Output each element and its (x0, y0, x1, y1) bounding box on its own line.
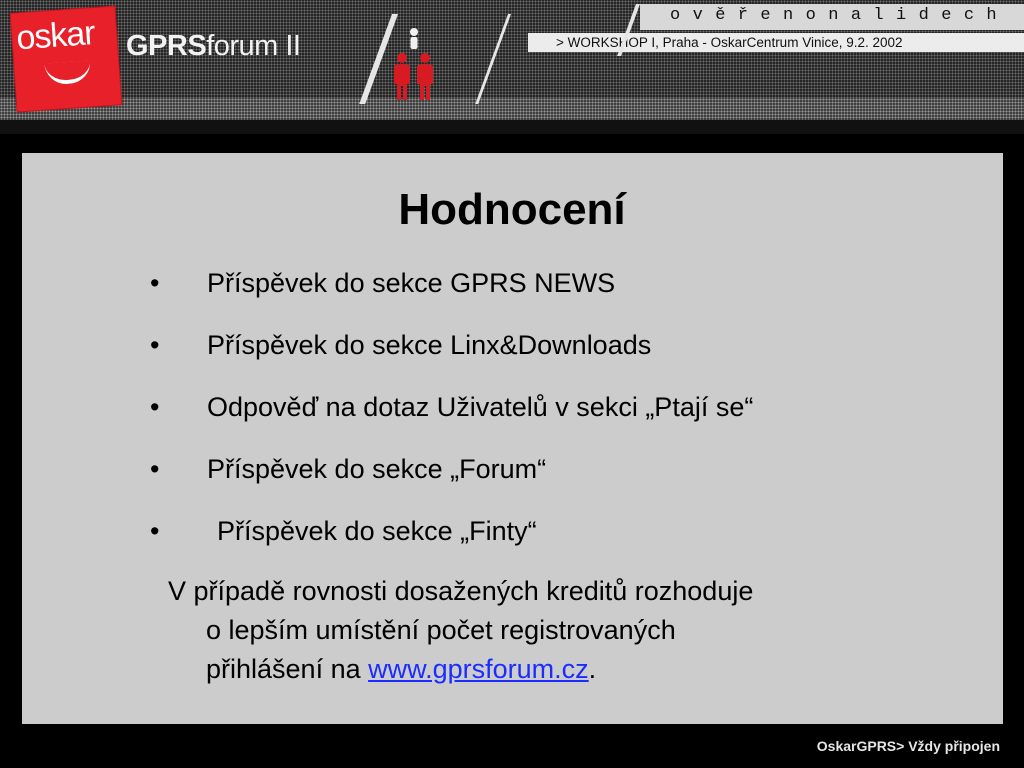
tiebreak-note (168, 572, 948, 689)
note-line: o lepším umístění počet registrovaných (206, 615, 676, 645)
bullet-icon: • (150, 392, 160, 422)
people-figures-icon (386, 26, 442, 102)
oskar-logo (11, 6, 122, 111)
list-item-text: Příspěvek do sekce „Forum“ (207, 454, 547, 484)
list-item-text: Odpověď na dotaz Uživatelů v sekci „Ptají se“ (207, 392, 754, 422)
workshop-label: > WORKSHOP I, Praha - OskarCentrum Vinice, 9.2. 2002 (556, 35, 903, 50)
bullet-icon: • (150, 268, 160, 298)
note-prefix: přihlášení na (206, 654, 369, 684)
header-divider (0, 120, 1024, 134)
footer-slogan: OskarGPRS> Vždy připojen (816, 738, 1000, 754)
logo-smile-icon (44, 60, 91, 85)
brand-prefix: GPRS (126, 30, 207, 62)
tagline-text: ověřenonalidech (670, 6, 1010, 25)
header-banner (0, 0, 1024, 134)
gprsforum-link[interactable]: www.gprsforum.cz (368, 654, 589, 684)
logo-text: oskar (15, 14, 96, 58)
note-suffix: . (588, 654, 597, 684)
note-line: V případě rovnosti dosažených kreditů rozhoduje (168, 576, 754, 606)
list-item-text: Příspěvek do sekce GPRS NEWS (207, 268, 616, 298)
brand-title (126, 30, 301, 63)
brand-suffix: forum II (206, 30, 301, 62)
bullet-icon: • (150, 454, 160, 484)
bullet-icon: • (150, 516, 160, 546)
slide-title: Hodnocení (398, 185, 626, 234)
bullet-icon: • (150, 330, 160, 360)
note-line (168, 650, 948, 689)
list-item-text: Příspěvek do sekce Linx&Downloads (207, 330, 652, 360)
list-item-text: Příspěvek do sekce „Finty“ (217, 516, 537, 546)
